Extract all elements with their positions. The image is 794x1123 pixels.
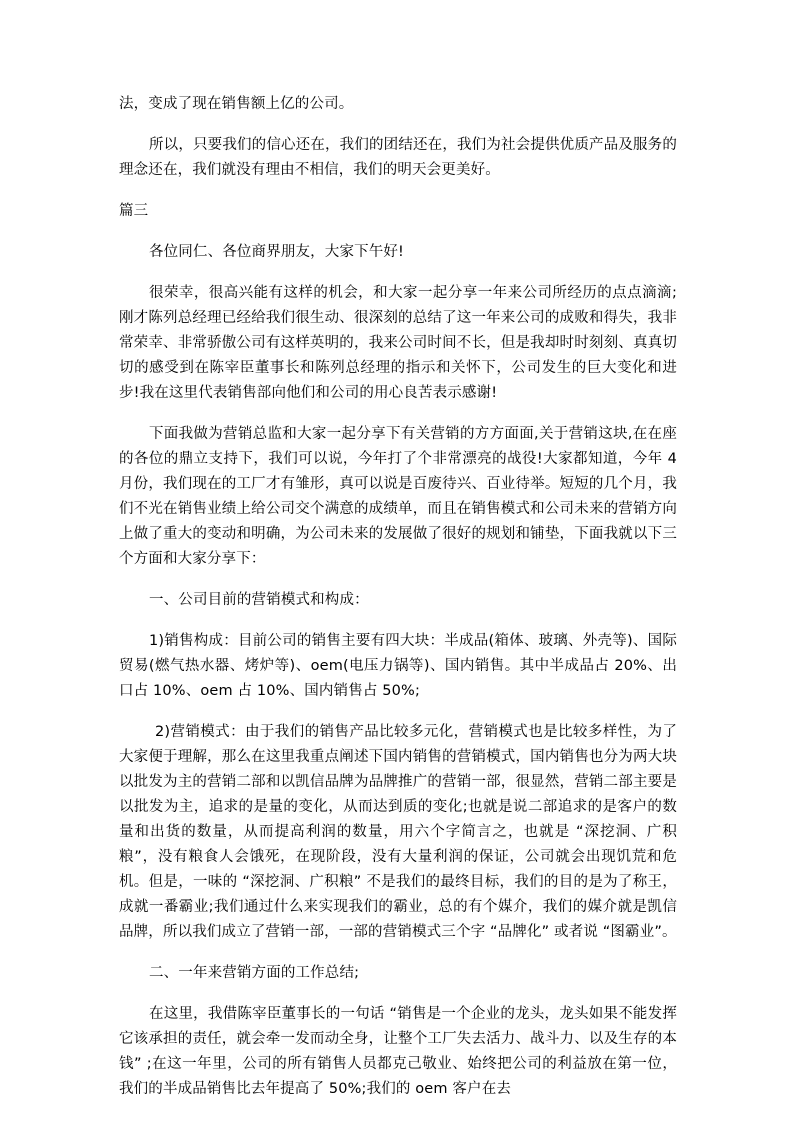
- paragraph-confidence: 所以，只要我们的信心还在，我们的团结还在，我们为社会提供优质产品及服务的理念还在，我们就没有理由不相信，我们的明天会更美好。: [119, 137, 677, 178]
- paragraph-marketing-intro: 下面我做为营销总监和大家一起分享下有关营销的方方面面,关于营销这块,在在座的各位的鼎立支持下，我们可以说，今年打了个非常漂亮的战役!大家都知道，今年 4 月份，我们现在的工厂才有雏形，真可以说是百废待兴、百业待举。短短的几个月，我们不光在销售业绩上给公司交个满意的成绩单，而且在销售模式和公司未来的营销方向上做了重大的变动和明确，为公司未来的发展做了很好的规划和铺垫，下面我就以下三个方面和大家分享下：: [119, 426, 677, 567]
- paragraph-marketing-mode: 2)营销模式：由于我们的销售产品比较多元化，营销模式也是比较多样性，为了大家便于理解，那么在这里我重点阐述下国内销售的营销模式，国内销售也分为两大块 以批发为主的营销二部和以凯信品牌为品牌推广的营销一部，很显然，营销二部主要是以批发为主，追求的是量的变化，从而达到质的变化;也就是说二部追求的是客户的数量和出货的数量，从而提高利润的数量，用六个字简言之，也就是 “深挖洞、广积粮”，没有粮食人会饿死，在现阶段，没有大量利润的保证，公司就会出现饥荒和危机。但是，一味的 “深挖洞、广积粮” 不是我们的最终目标，我们的目的是为了称王，成就一番霸业;我们通过什么来实现我们的霸业，总的有个媒介，我们的媒介就是凯信品牌，所以我们成立了营销一部，一部的营销模式三个字 “品牌化” 或者说 “图霸业”。: [119, 724, 677, 940]
- paragraph-chairman-quote: 在这里，我借陈宰臣董事长的一句话 “销售是一个企业的龙头，龙头如果不能发挥它该承担的责任，就会牵一发而动全身，让整个工厂失去活力、战斗力、以及生存的本钱” ;在这一年里，公司的所有销售人员都克己敬业、始终把公司的利益放在第一位，我们的半成品销售比去年提高了 50%;我们的 oem 客户在去: [119, 1006, 677, 1097]
- paragraph-greeting: 各位同仁、各位商界朋友，大家下午好!: [149, 244, 405, 260]
- paragraph-sales-composition: 1)销售构成：目前公司的销售主要有四大块：半成品(箱体、玻璃、外壳等)、国际贸易(燃气热水器、烤炉等)、oem(电压力锅等)、国内销售。其中半成品占 20%、出口占 10%、oem 占 10%、国内销售占 50%;: [119, 633, 677, 699]
- subheading-marketing-model: 一、公司目前的营销模式和构成：: [149, 592, 369, 608]
- section-heading-part-three: 篇三: [119, 203, 149, 219]
- document-body: [119, 92, 677, 1118]
- paragraph-continuation: 法，变成了现在销售额上亿的公司。: [119, 96, 354, 112]
- subheading-annual-summary: 二、一年来营销方面的工作总结;: [149, 965, 360, 981]
- paragraph-honored: 很荣幸，很高兴能有这样的机会，和大家一起分享一年来公司所经历的点点滴滴;刚才陈列总经理已经给我们很生动、很深刻的总结了这一年来公司的成败和得失，我非常荣幸、非常骄傲公司有这样英明的，我来公司时间不长，但是我却时时刻刻、真真切切的感受到在陈宰臣董事长和陈列总经理的指示和关怀下，公司发生的巨大变化和进步!我在这里代表销售部向他们和公司的用心良苦表示感谢!: [119, 285, 677, 401]
